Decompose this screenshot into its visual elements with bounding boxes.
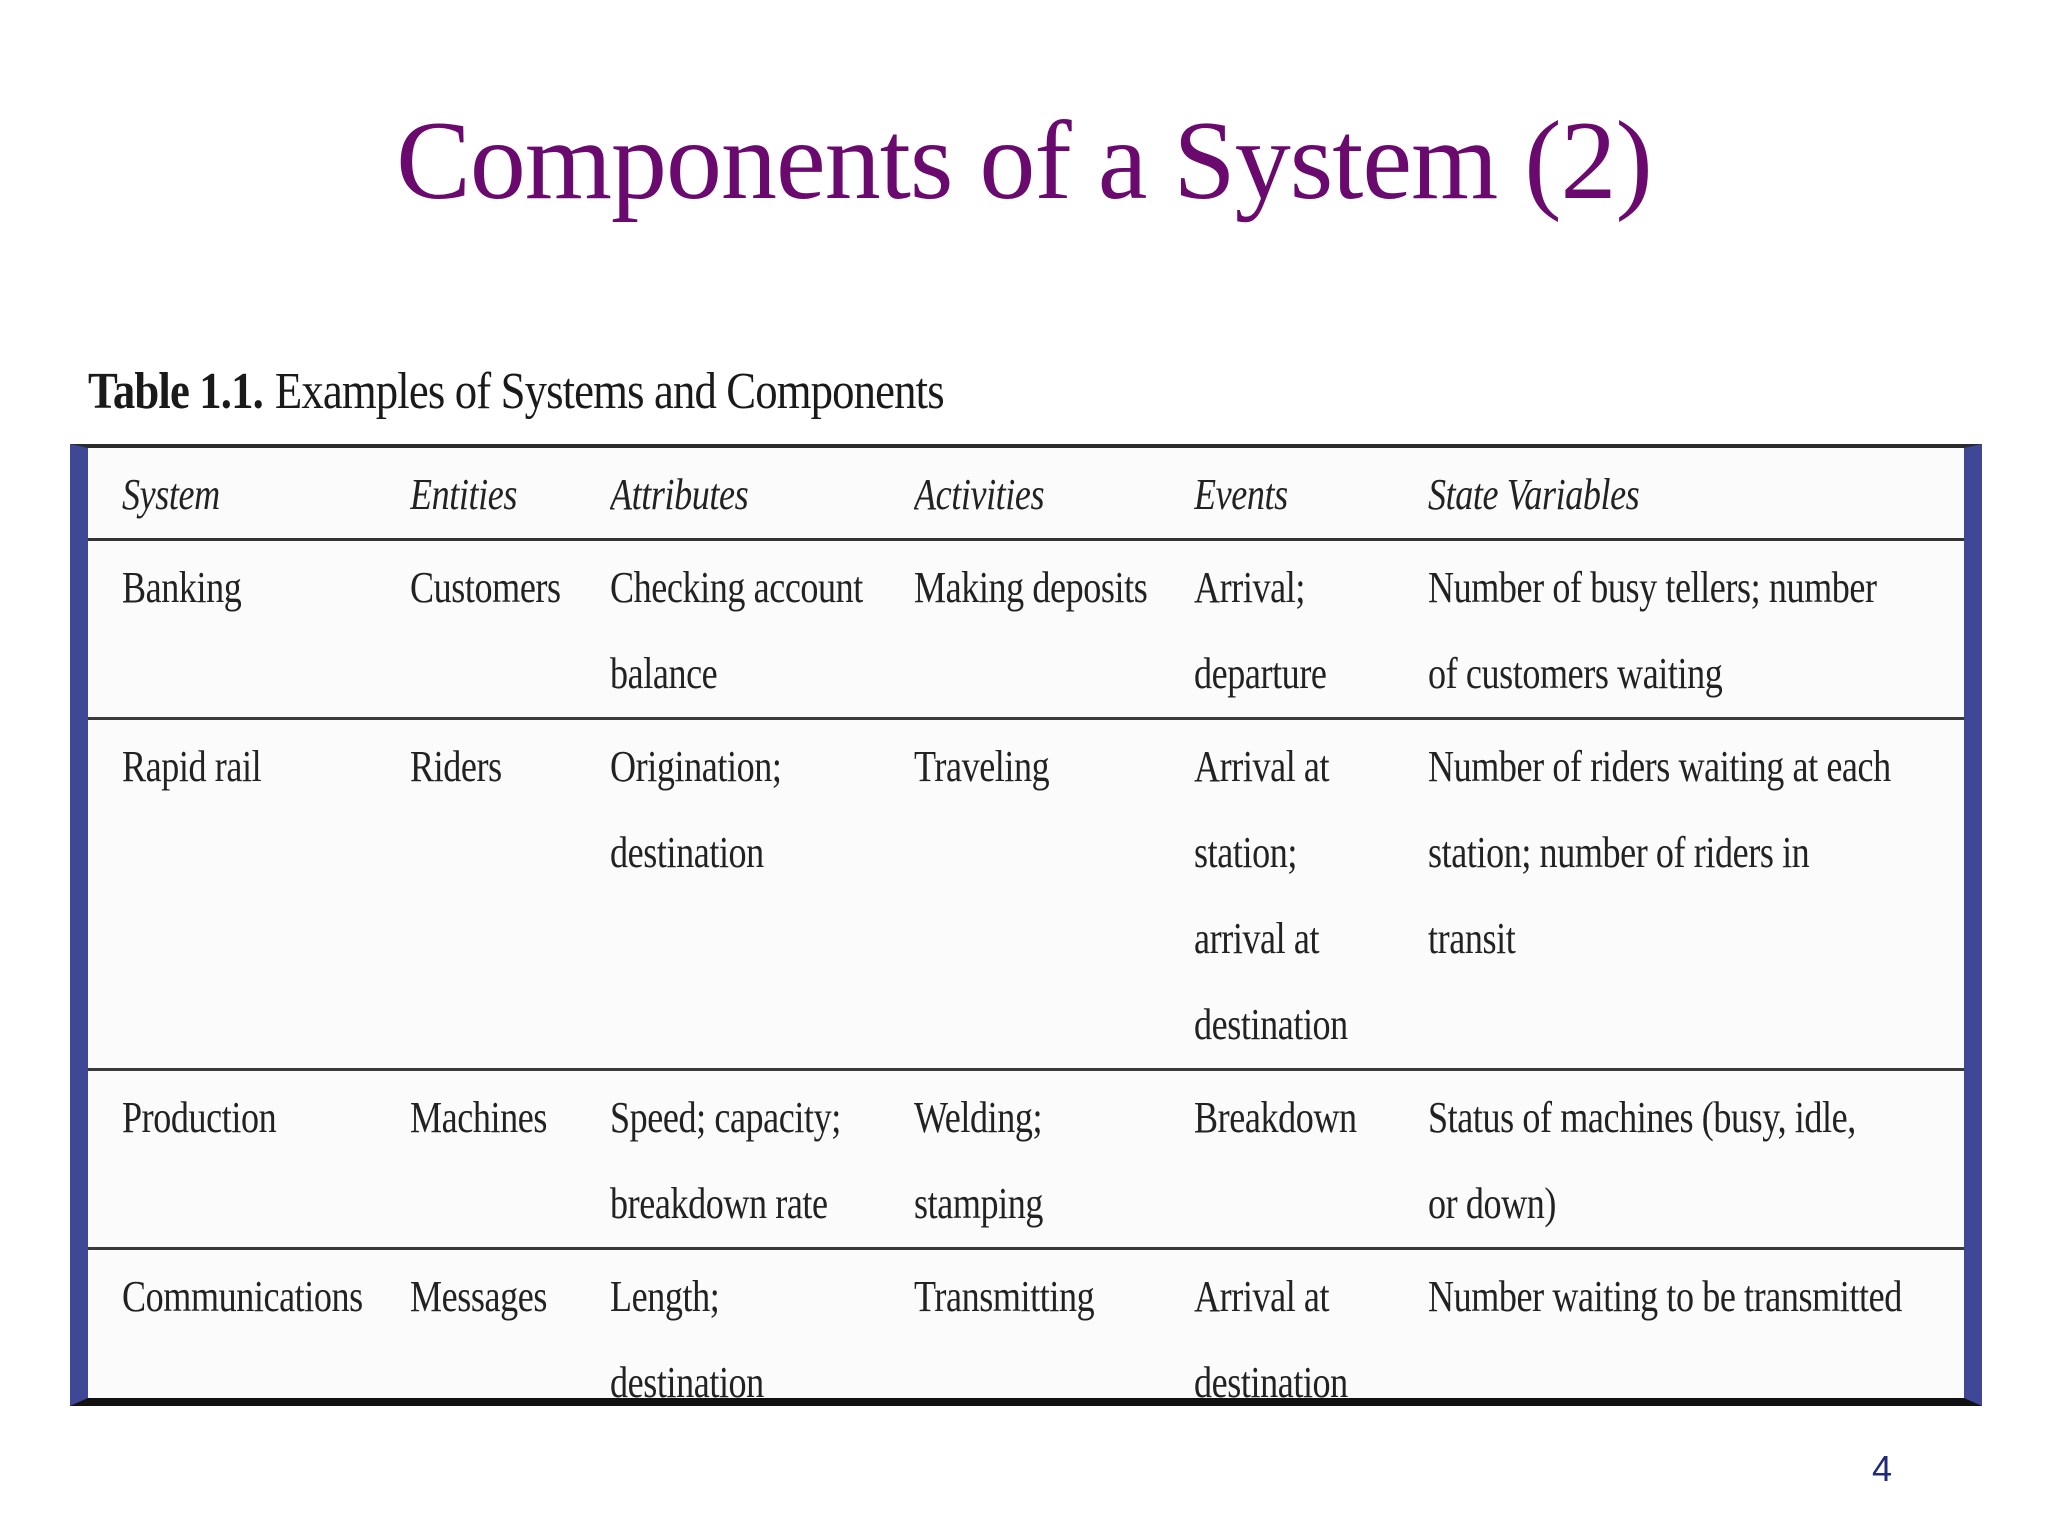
cell-activities: Transmitting [914,1272,1095,1321]
header-events: Events [1194,448,1428,540]
header-activities: Activities [914,448,1194,540]
page-number: 4 [1871,1448,1892,1489]
header-state-variables: State Variables [1428,448,1964,540]
cell-entities: Messages [410,1272,548,1321]
header-entities: Entities [410,448,610,540]
cell-activities: Traveling [914,742,1050,791]
cell-attributes: Origination; destination [610,742,782,877]
header-attributes: Attributes [610,448,914,540]
cell-system: Banking [122,563,242,612]
table-row [88,1249,1964,1427]
systems-components-table [88,448,1964,1426]
table-caption-label: Table 1.1. [88,363,263,420]
cell-activities: Welding; stamping [914,1093,1044,1228]
slide-title: Components of a System (2) [396,99,1652,223]
table-caption [88,360,944,424]
cell-attributes: Checking account balance [610,563,863,698]
cell-system: Communications [122,1272,363,1321]
table-row [88,719,1964,1070]
table-row [88,1070,1964,1249]
systems-table-frame [70,444,1982,1406]
header-system: System [88,448,410,540]
cell-state-variables: Number of riders waiting at each station; number of riders in transit [1428,742,1891,963]
table-row [88,540,1964,719]
cell-events: Breakdown [1194,1093,1357,1142]
cell-entities: Customers [410,563,561,612]
cell-state-variables: Number waiting to be transmitted [1428,1272,1902,1321]
cell-activities: Making deposits [914,563,1148,612]
cell-entities: Machines [410,1093,547,1142]
cell-attributes: Length; destination [610,1272,764,1407]
table-caption-text: Examples of Systems and Components [274,363,944,420]
cell-system: Production [122,1093,277,1142]
cell-state-variables: Status of machines (busy, idle, or down) [1428,1093,1856,1228]
cell-system: Rapid rail [122,742,262,791]
cell-state-variables: Number of busy tellers; number of customers waiting [1428,563,1877,698]
table-header-row [88,448,1964,540]
cell-attributes: Speed; capacity; breakdown rate [610,1093,841,1228]
cell-entities: Riders [410,742,502,791]
cell-events: Arrival; departure [1194,563,1327,698]
cell-events: Arrival at station; arrival at destination [1194,742,1348,1049]
cell-events: Arrival at destination [1194,1272,1348,1407]
